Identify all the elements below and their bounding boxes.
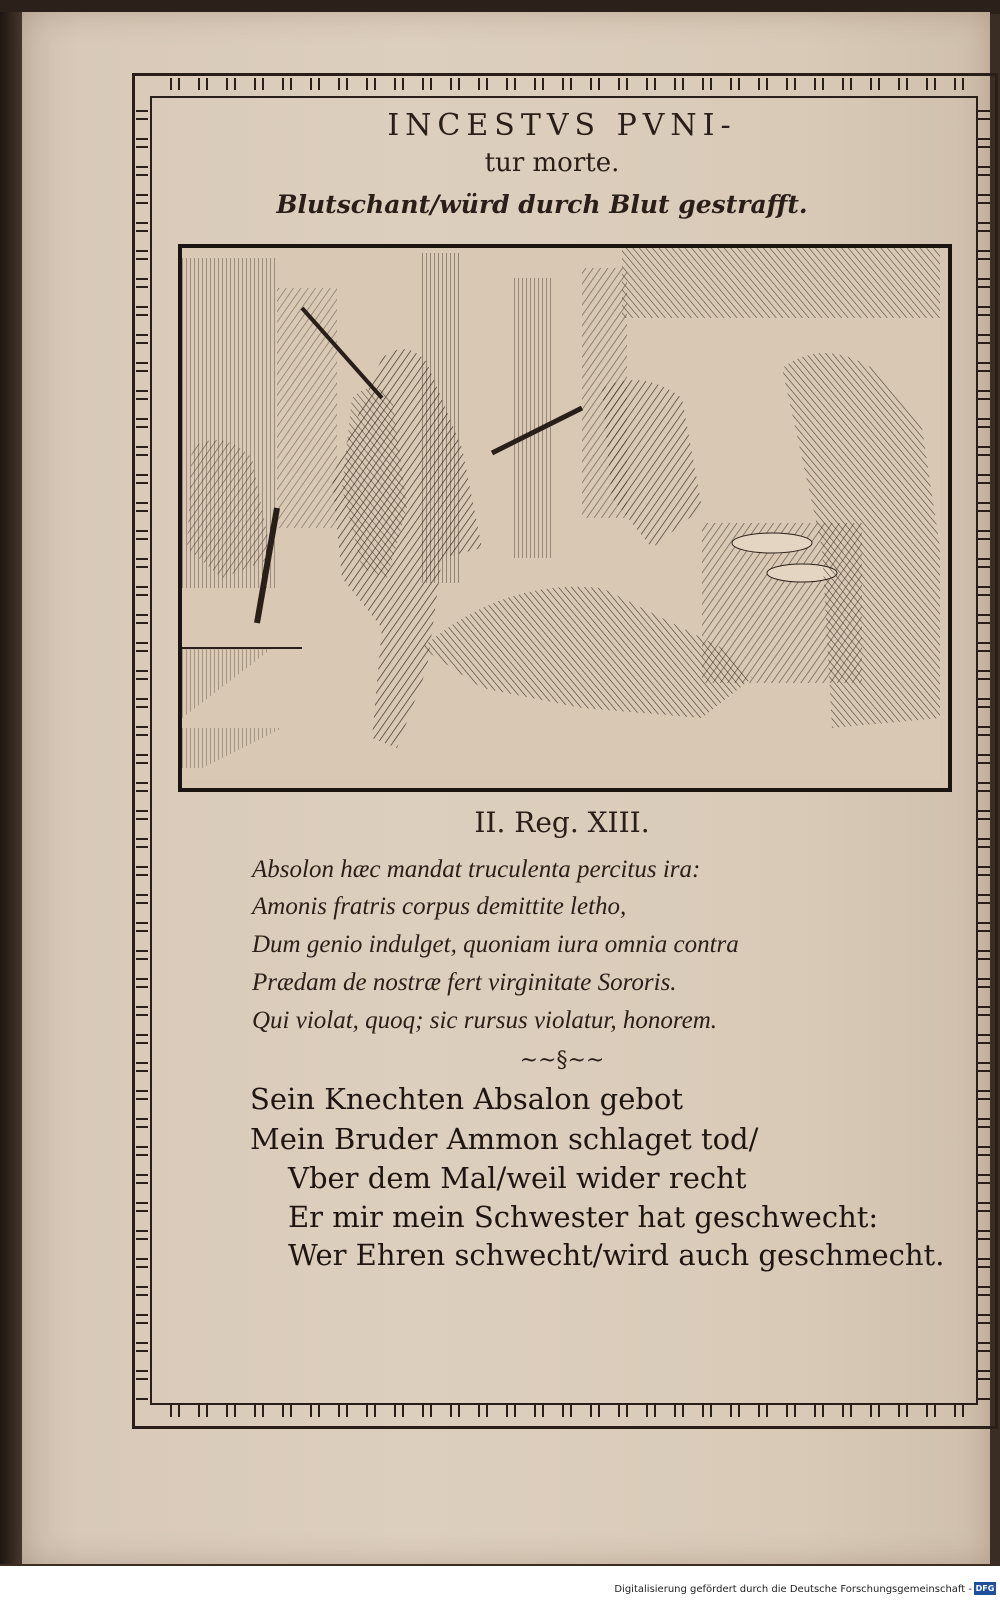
- digitization-credit: Digitalisierung gefördert durch die Deutsche Forschungsgemeinschaft -: [614, 1584, 972, 1595]
- woodcut-illustration: [178, 244, 952, 792]
- frame-ornament-top: [160, 78, 975, 90]
- title-latin-continued: tur morte.: [484, 148, 620, 178]
- latin-verse-5: Qui violat, quoq; sic rursus violatur, honorem.: [252, 1007, 718, 1034]
- bible-reference: II. Reg. XIII.: [474, 806, 650, 839]
- german-verse-4: Er mir mein Schwester hat geschwecht:: [288, 1200, 879, 1234]
- frame-ornament-left: [136, 100, 148, 1400]
- german-verse-2: Mein Bruder Ammon schlaget tod/: [250, 1122, 759, 1156]
- woodcut-illustration-icon: [182, 248, 940, 780]
- dfg-logo: DFG: [975, 1584, 995, 1593]
- book-spine-edge: [0, 12, 24, 1564]
- latin-verse-4: Prædam de nostræ fert virginitate Sororis.: [252, 969, 677, 996]
- german-verse-1: Sein Knechten Absalon gebot: [250, 1082, 684, 1116]
- german-verse-5: Wer Ehren schwecht/wird auch geschmecht.: [288, 1238, 945, 1272]
- frame-ornament-right: [978, 100, 990, 1400]
- latin-verse-3: Dum genio indulget, quoniam iura omnia contra: [252, 931, 739, 958]
- frame-ornament-bottom: [160, 1405, 975, 1417]
- latin-verse-2: Amonis fratris corpus demittite letho,: [252, 893, 627, 920]
- section-ornament: ~~§~~: [519, 1048, 605, 1073]
- german-verse-3: Vber dem Mal/weil wider recht: [288, 1161, 747, 1195]
- title-latin: INCESTVS PVNI-: [387, 108, 737, 143]
- latin-verse-1: Absolon hæc mandat truculenta percitus ira:: [252, 856, 701, 883]
- title-german: Blutschant/würd durch Blut gestrafft.: [276, 190, 808, 219]
